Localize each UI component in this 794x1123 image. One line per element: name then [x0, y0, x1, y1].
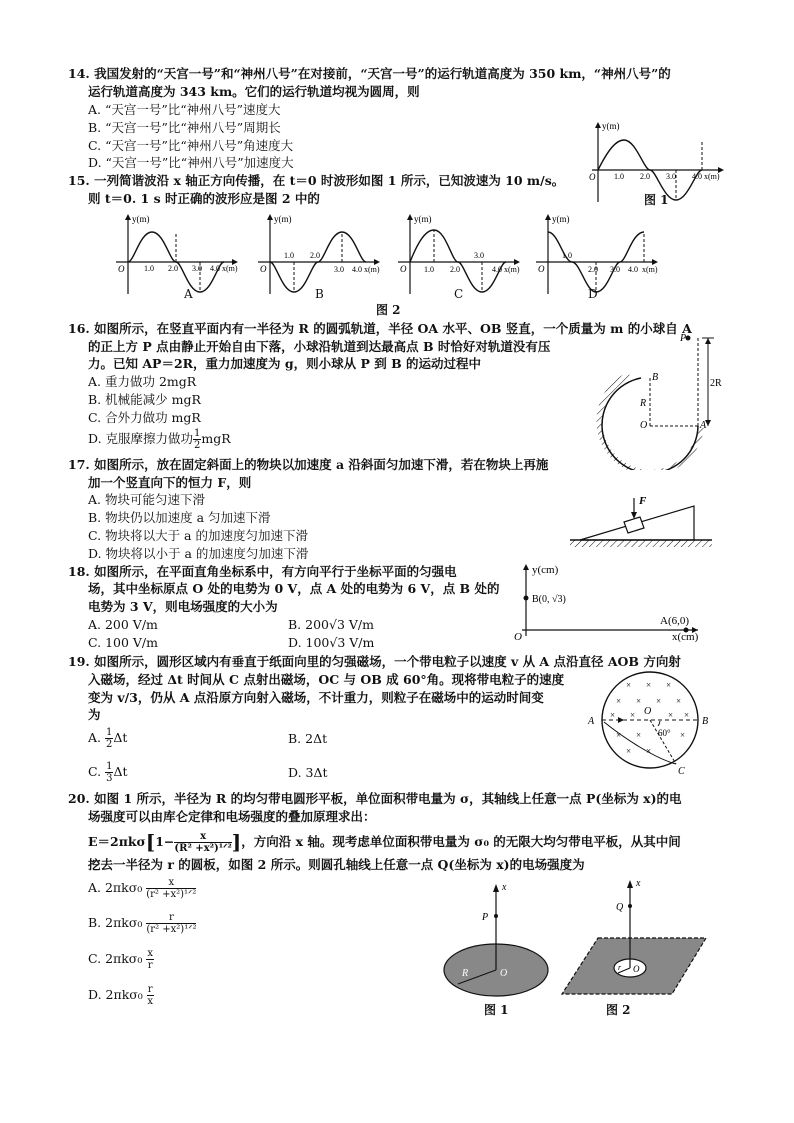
- field-cross: ×: [616, 730, 622, 740]
- q18-option-b: B. 200√3 V/m: [288, 617, 374, 632]
- panel-tick: 2.0: [310, 251, 320, 260]
- equation-text: ，方向沿 x 轴。现考虑单位面积带电量为 σ₀ 的无限大均匀带电平板，从其中间: [241, 834, 681, 849]
- q19-option-a: [88, 727, 127, 750]
- fraction-numerator: r: [147, 984, 153, 995]
- label-a: A(6,0): [660, 615, 690, 627]
- option-text: A. 2πkσ₀: [88, 880, 143, 895]
- option-text: A.: [88, 730, 102, 745]
- panel-origin: O: [538, 264, 545, 274]
- panel-ylabel: y(m): [414, 214, 432, 224]
- panel-b-letter: B: [315, 287, 324, 301]
- label-c: C: [678, 766, 685, 777]
- q20-figure-1: [440, 880, 560, 1000]
- fraction: [147, 984, 154, 1007]
- q17-option-a: A. 物块可能匀速下滑: [88, 492, 205, 507]
- label-b: B(0, √3): [532, 594, 566, 605]
- q20-equation-line: E＝2πkσ[1− $\frac{x}{\text{(R² +x²)¹ᐟ²}}$ ]，方向沿 x 轴。现考虑单位面积带电量为 σ₀ 的无限大均匀带电平板，从其中间: [88, 830, 681, 854]
- fraction-numerator: x: [147, 948, 153, 959]
- fraction-denominator: 2: [106, 739, 113, 750]
- q20-figure-2-caption: 图 2: [606, 1003, 631, 1017]
- q16-option-a: A. 重力做功 2mgR: [88, 374, 197, 389]
- panel-d-letter: D: [588, 287, 598, 301]
- label-o: O: [633, 964, 640, 974]
- label-o: O: [500, 968, 508, 979]
- fraction-numerator: 1: [194, 428, 201, 439]
- panel-tick: 4.0: [492, 265, 502, 274]
- option-text: D. 2πkσ₀: [88, 987, 143, 1002]
- q15-figure-2-caption: 图 2: [376, 303, 401, 317]
- panel-tick: 2.0: [168, 264, 178, 273]
- panel-tick: 1.0: [284, 251, 294, 260]
- q16-option-d: [88, 428, 231, 451]
- q15-stem-line2: 则 t＝0. 1 s 时正确的波形应是图 2 中的: [88, 191, 320, 206]
- fraction-denominator: 2: [194, 440, 201, 451]
- fraction-denominator: x: [147, 996, 153, 1007]
- q20-option-b: [88, 912, 196, 935]
- q18-stem-line3: 电势为 3 V，则电场强度的大小为: [88, 599, 278, 614]
- label-a: A: [588, 716, 595, 727]
- field-cross: ×: [616, 696, 622, 706]
- fraction-denominator: (r² +x²)¹ᐟ²: [146, 924, 197, 935]
- q16-option-c: C. 合外力做功 mgR: [88, 410, 201, 425]
- panel-origin: O: [400, 264, 407, 274]
- field-cross: ×: [626, 746, 632, 756]
- label-o: O: [640, 420, 648, 431]
- fig1-tick: 1.0: [614, 172, 624, 181]
- fraction-denominator: (R² +x²)¹ᐟ²: [174, 843, 232, 854]
- q14-option-d: D. “天宫一号”比“神州八号”加速度大: [88, 155, 294, 170]
- panel-tick: 3.0: [610, 265, 620, 274]
- wave-curve: [410, 230, 506, 292]
- panel-origin: O: [118, 264, 125, 274]
- q17-option-c: C. 物块将以大于 a 的加速度匀加速下滑: [88, 528, 308, 543]
- field-cross: ×: [680, 730, 686, 740]
- q20-option-d: [88, 984, 154, 1007]
- fraction-numerator: 1: [106, 761, 113, 772]
- fraction: [146, 912, 196, 935]
- fraction-denominator: (r² +x²)¹ᐟ²: [146, 889, 197, 900]
- axis-xlabel: x(cm): [672, 631, 699, 642]
- q17-option-d: D. 物块将以小于 a 的加速度匀加速下滑: [88, 546, 309, 561]
- label-b: B: [702, 716, 709, 727]
- fraction-numerator: x: [146, 877, 196, 889]
- q19-option-c: [88, 761, 128, 784]
- option-text: D. 克服摩擦力做功: [88, 431, 194, 446]
- panel-ylabel: y(m): [132, 214, 150, 224]
- fig1-origin: O: [589, 172, 596, 182]
- option-text: Δt: [113, 730, 128, 745]
- q16-option-b: B. 机械能减少 mgR: [88, 392, 201, 407]
- equation-text: 1−: [155, 834, 175, 849]
- panel-c-letter: C: [454, 287, 464, 301]
- q17-stem-line2: 加一个竖直向下的恒力 F，则: [88, 475, 252, 490]
- label-o: O: [644, 706, 652, 717]
- point-b: [524, 596, 529, 601]
- panel-origin: O: [260, 264, 267, 274]
- label-p: P: [680, 333, 687, 344]
- q19-option-b: B. 2Δt: [288, 731, 328, 746]
- axis-ylabel: y(cm): [532, 564, 559, 576]
- label-r: R: [640, 398, 647, 409]
- q20-option-a: [88, 877, 196, 900]
- q14-option-b: B. “天宫一号”比“神州八号”周期长: [88, 120, 281, 135]
- panel-xlabel: x(m): [222, 264, 238, 273]
- panel-xlabel: x(m): [364, 265, 380, 274]
- q16-figure: [596, 330, 726, 470]
- fraction-denominator: 3: [106, 773, 113, 784]
- panel-ylabel: y(m): [552, 214, 570, 224]
- panel-tick: 1.0: [144, 264, 154, 273]
- fraction: [146, 948, 154, 971]
- label-p: P: [482, 912, 489, 923]
- point-p: [494, 914, 498, 918]
- field-cross: ×: [676, 696, 682, 706]
- q18-option-d: D. 100√3 V/m: [288, 635, 375, 650]
- field-crosses: [610, 680, 689, 756]
- panel-tick: 3.0: [334, 265, 344, 274]
- fig1-xlabel: x(m): [704, 172, 720, 181]
- field-cross: ×: [666, 680, 672, 690]
- label-a: A: [700, 420, 707, 431]
- panel-tick: 1.0: [562, 251, 572, 260]
- label-x: x: [502, 882, 507, 893]
- field-cross: ×: [626, 680, 632, 690]
- fig1-tick: 2.0: [640, 172, 650, 181]
- fraction-numerator: x: [174, 831, 231, 843]
- field-cross: ×: [630, 710, 636, 720]
- q14-option-a: A. “天宫一号”比“神州八号”速度大: [88, 102, 281, 117]
- label-r: R: [462, 968, 469, 979]
- fig1-tick: 4.0: [692, 172, 702, 181]
- field-cross: ×: [636, 696, 642, 706]
- q15-figure-1-caption: 图 1: [644, 193, 669, 207]
- panel-xlabel: x(m): [642, 265, 658, 274]
- fraction-numerator: r: [146, 912, 196, 924]
- q15-stem-line1: 15. 一列简谐波沿 x 轴正方向传播，在 t＝0 时波形如图 1 所示，已知波速为 10 m/s。: [68, 173, 565, 188]
- q20-stem-line1: 20. 如图 1 所示，半径为 R 的均匀带电圆形平板，单位面积带电量为 σ，其轴线上任意一点 P(坐标为 x)的电: [68, 791, 682, 806]
- fig1-tick: 3.0: [666, 172, 676, 181]
- q19-stem-line4: 为: [88, 707, 101, 722]
- field-cross: ×: [656, 696, 662, 706]
- fig1-ylabel: y(m): [602, 121, 620, 131]
- q19-figure: [584, 668, 724, 780]
- q18-option-a: A. 200 V/m: [88, 617, 158, 632]
- q20-figure-1-caption: 图 1: [484, 1003, 509, 1017]
- field-cross: ×: [646, 746, 652, 756]
- q16-stem-line3: 力。已知 AP＝2R，重力加速度为 g，则小球从 P 到 B 的运动过程中: [88, 356, 482, 371]
- panel-tick: 1.0: [424, 265, 434, 274]
- fraction: [146, 877, 196, 900]
- panel-xlabel: x(m): [504, 265, 520, 274]
- fraction-numerator: 1: [106, 727, 113, 738]
- panel-tick: 3.0: [192, 264, 202, 273]
- option-text: C.: [88, 764, 102, 779]
- block: [624, 517, 644, 533]
- panel-tick: 4.0: [210, 264, 220, 273]
- field-cross: ×: [610, 710, 616, 720]
- q17-option-b: B. 物块仍以加速度 a 匀加速下滑: [88, 510, 271, 525]
- panel-a-letter: A: [184, 287, 193, 301]
- label-b: B: [652, 372, 659, 383]
- q19-option-d: D. 3Δt: [288, 765, 328, 780]
- q14-option-c: C. “天宫一号”比“神州八号”角速度大: [88, 138, 294, 153]
- option-text: Δt: [113, 764, 128, 779]
- panel-tick: 3.0: [474, 251, 484, 260]
- q14-stem-line1: 14. 我国发射的“天宫一号”和“神州八号”在对接前，“天宫一号”的运行轨道高度为 350 km，“神州八号”的: [68, 66, 671, 81]
- panel-tick: 2.0: [588, 265, 598, 274]
- q14-stem-line2: 运行轨道高度为 343 km。它们的运行轨道均视为圆周，则: [88, 84, 420, 99]
- q19-stem-line1: 19. 如图所示，圆形区域内有垂直于纸面向里的匀强磁场，一个带电粒子以速度 v 从 A 点沿直径 AOB 方向射: [68, 654, 681, 669]
- fraction: [174, 831, 231, 854]
- q20-stem-line2: 场强度可以由库仑定律和电场强度的叠加原理求出：: [88, 809, 376, 824]
- option-text: B. 2πkσ₀: [88, 915, 143, 930]
- ball-p: [686, 336, 691, 341]
- q17-figure: [566, 492, 716, 552]
- panel-tick: 4.0: [352, 265, 362, 274]
- label-x: x: [636, 878, 641, 889]
- equation-text: E＝2πkσ: [88, 834, 146, 849]
- panel-ylabel: y(m): [274, 214, 292, 224]
- label-origin: O: [514, 631, 522, 642]
- field-cross: ×: [684, 710, 690, 720]
- q18-stem-line2: 场，其中坐标原点 O 处的电势为 0 V，点 A 处的电势为 6 V，点 B 处的: [88, 581, 500, 596]
- label-q: Q: [616, 902, 624, 913]
- label-r: r: [618, 963, 622, 972]
- q16-stem-line1: 16. 如图所示，在竖直平面内有一半径为 R 的圆弧轨道，半径 OA 水平、OB 竖直，一个质量为 m 的小球自 A: [68, 321, 692, 336]
- q20-figure-2: [554, 876, 714, 1000]
- panel-tick: 4.0: [628, 265, 638, 274]
- fraction-denominator: r: [147, 960, 153, 971]
- option-text: C. 2πkσ₀: [88, 951, 143, 966]
- field-cross: ×: [646, 680, 652, 690]
- field-cross: ×: [636, 730, 642, 740]
- q19-stem-line2: 入磁场，经过 Δt 时间从 C 点射出磁场，OC 与 OB 成 60°角。现将带电粒子的速度: [88, 672, 565, 687]
- q18-figure: [506, 560, 706, 642]
- point-q: [628, 904, 632, 908]
- panel-tick: 2.0: [450, 265, 460, 274]
- q17-stem-line1: 17. 如图所示，放在固定斜面上的物块以加速度 a 沿斜面匀加速下滑，若在物块上再施: [68, 457, 549, 472]
- q18-option-c: C. 100 V/m: [88, 635, 158, 650]
- q16-stem-line2: 的正上方 P 点由静止开始自由下落，小球沿轨道到达最高点 B 时恰好对轨道没有压: [88, 339, 551, 354]
- field-cross: ×: [668, 710, 674, 720]
- label-angle: 60°: [658, 728, 671, 738]
- q18-stem-line1: 18. 如图所示，在平面直角坐标系中，有方向平行于坐标平面的匀强电: [68, 564, 457, 579]
- q19-stem-line3: 变为 v/3，仍从 A 点沿原方向射入磁场，不计重力，则粒子在磁场中的运动时间变: [88, 690, 544, 705]
- label-f: F: [639, 495, 647, 507]
- q20-option-c: [88, 948, 154, 971]
- label-2r: 2R: [710, 378, 722, 389]
- panel-a-graph: [112, 212, 242, 302]
- q20-stem-line4: 挖去一半径为 r 的圆板，如图 2 所示。则圆孔轴线上任意一点 Q(坐标为 x)的电场强度为: [88, 857, 585, 872]
- option-text: mgR: [201, 431, 231, 446]
